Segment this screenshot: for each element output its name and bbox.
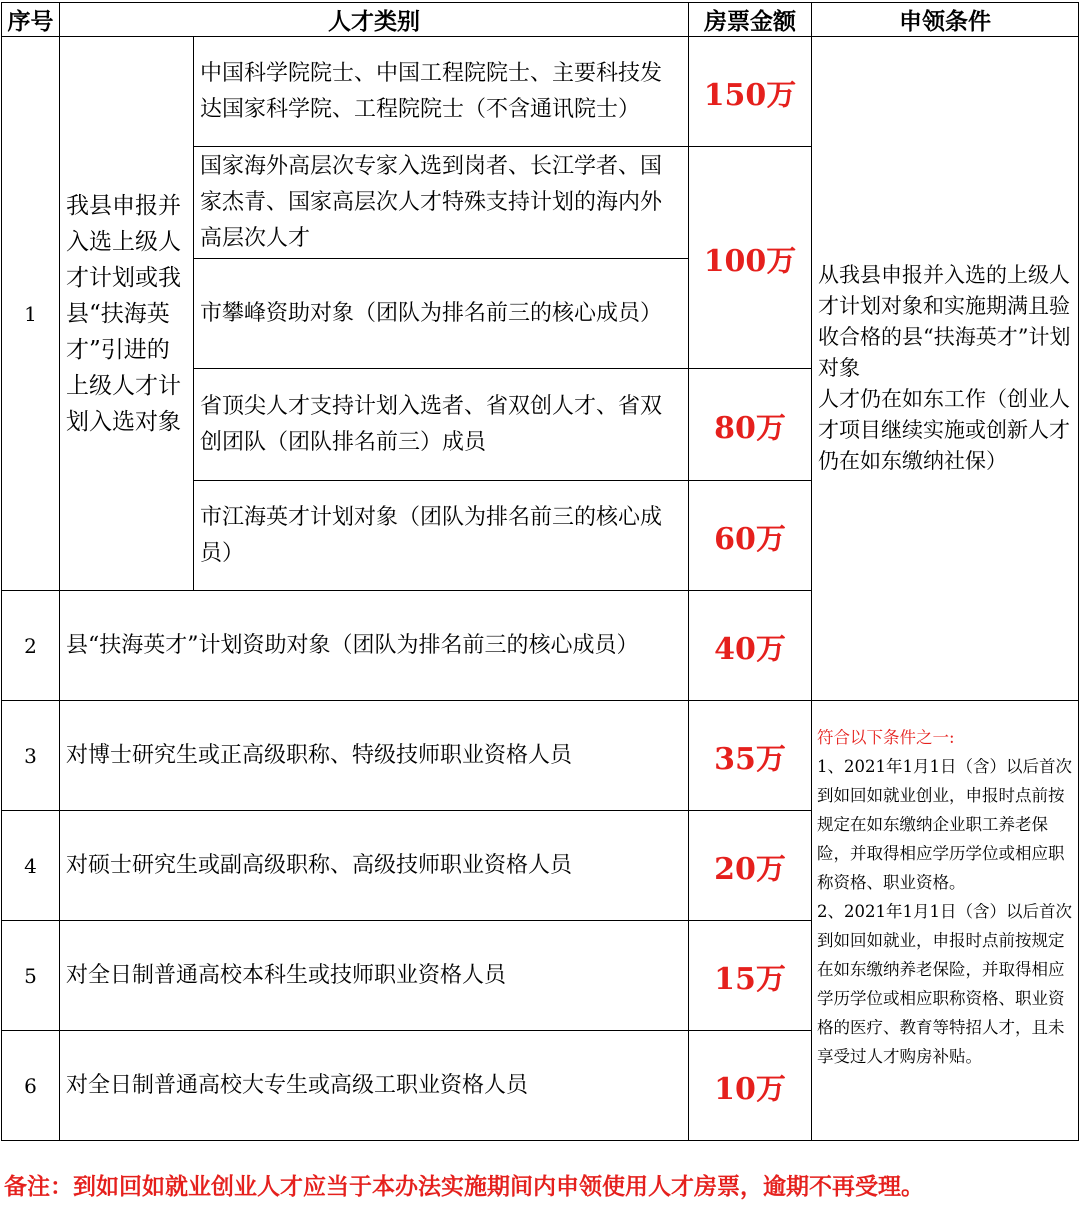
- condition-cell: [812, 701, 1079, 1141]
- row-index: 5: [2, 921, 60, 1031]
- condition-item: 2、2021年1月1日（含）以后首次到如回如就业，申报时点前按规定在如东缴纳养老保险，并取得相应学历学位或相应职称资格、职业资格的医疗、教育等特招人才，且未享受过人才购房补贴。: [817, 902, 1072, 1066]
- header-category: 人才类别: [60, 3, 689, 37]
- header-index: 序号: [2, 3, 60, 37]
- header-amount: 房票金额: [689, 3, 812, 37]
- amount-cell: 60万: [689, 481, 812, 591]
- table-row: [2, 701, 1079, 811]
- condition-text: 从我县申报并入选的上级人才计划对象和实施期满且验收合格的县“扶海英才”计划对象 人才仍在如东工作（创业人才项目继续实施或创新人才仍在如东缴纳社保）: [818, 263, 1071, 473]
- row-index: 1: [2, 37, 60, 591]
- category-cell: 对硕士研究生或副高级职称、高级技师职业资格人员: [60, 811, 689, 921]
- amount-cell: 40万: [689, 591, 812, 701]
- amount-cell: 150万: [689, 37, 812, 147]
- amount-cell: 100万: [689, 147, 812, 369]
- row-index: 3: [2, 701, 60, 811]
- header-condition: 申领条件: [812, 3, 1079, 37]
- category-cell: 省顶尖人才支持计划入选者、省双创人才、省双创团队（团队排名前三）成员: [194, 369, 689, 481]
- group-description: 我县申报并入选上级人才计划或我县“扶海英才”引进的上级人才计划入选对象: [60, 37, 194, 591]
- row-index: 2: [2, 591, 60, 701]
- row-index: 6: [2, 1031, 60, 1141]
- amount-cell: 10万: [689, 1031, 812, 1141]
- amount-cell: 80万: [689, 369, 812, 481]
- condition-cell: [812, 37, 1079, 701]
- housing-voucher-table: [1, 2, 1079, 1141]
- category-cell: 对全日制普通高校本科生或技师职业资格人员: [60, 921, 689, 1031]
- amount-cell: 15万: [689, 921, 812, 1031]
- category-cell: 市攀峰资助对象（团队为排名前三的核心成员）: [194, 259, 689, 369]
- category-cell: 国家海外高层次专家入选到岗者、长江学者、国家杰青、国家高层次人才特殊支持计划的海内外高层次人才: [194, 147, 689, 259]
- header-row: [2, 3, 1079, 37]
- category-cell: 县“扶海英才”计划资助对象（团队为排名前三的核心成员）: [60, 591, 689, 701]
- category-cell: 市江海英才计划对象（团队为排名前三的核心成员）: [194, 481, 689, 591]
- category-cell: 中国科学院院士、中国工程院院士、主要科技发达国家科学院、工程院院士（不含通讯院士）: [194, 37, 689, 147]
- condition-lead: 符合以下条件之一:: [817, 728, 955, 747]
- amount-cell: 35万: [689, 701, 812, 811]
- category-cell: 对全日制普通高校大专生或高级工职业资格人员: [60, 1031, 689, 1141]
- footnote: 备注：到如回如就业创业人才应当于本办法实施期间内申领使用人才房票，逾期不再受理。: [4, 1173, 924, 1200]
- table-row: [2, 37, 1079, 147]
- condition-item: 1、2021年1月1日（含）以后首次到如回如就业创业，申报时点前按规定在如东缴纳企业职工养老保险，并取得相应学历学位或相应职称资格、职业资格。: [817, 757, 1072, 892]
- amount-cell: 20万: [689, 811, 812, 921]
- category-cell: 对博士研究生或正高级职称、特级技师职业资格人员: [60, 701, 689, 811]
- row-index: 4: [2, 811, 60, 921]
